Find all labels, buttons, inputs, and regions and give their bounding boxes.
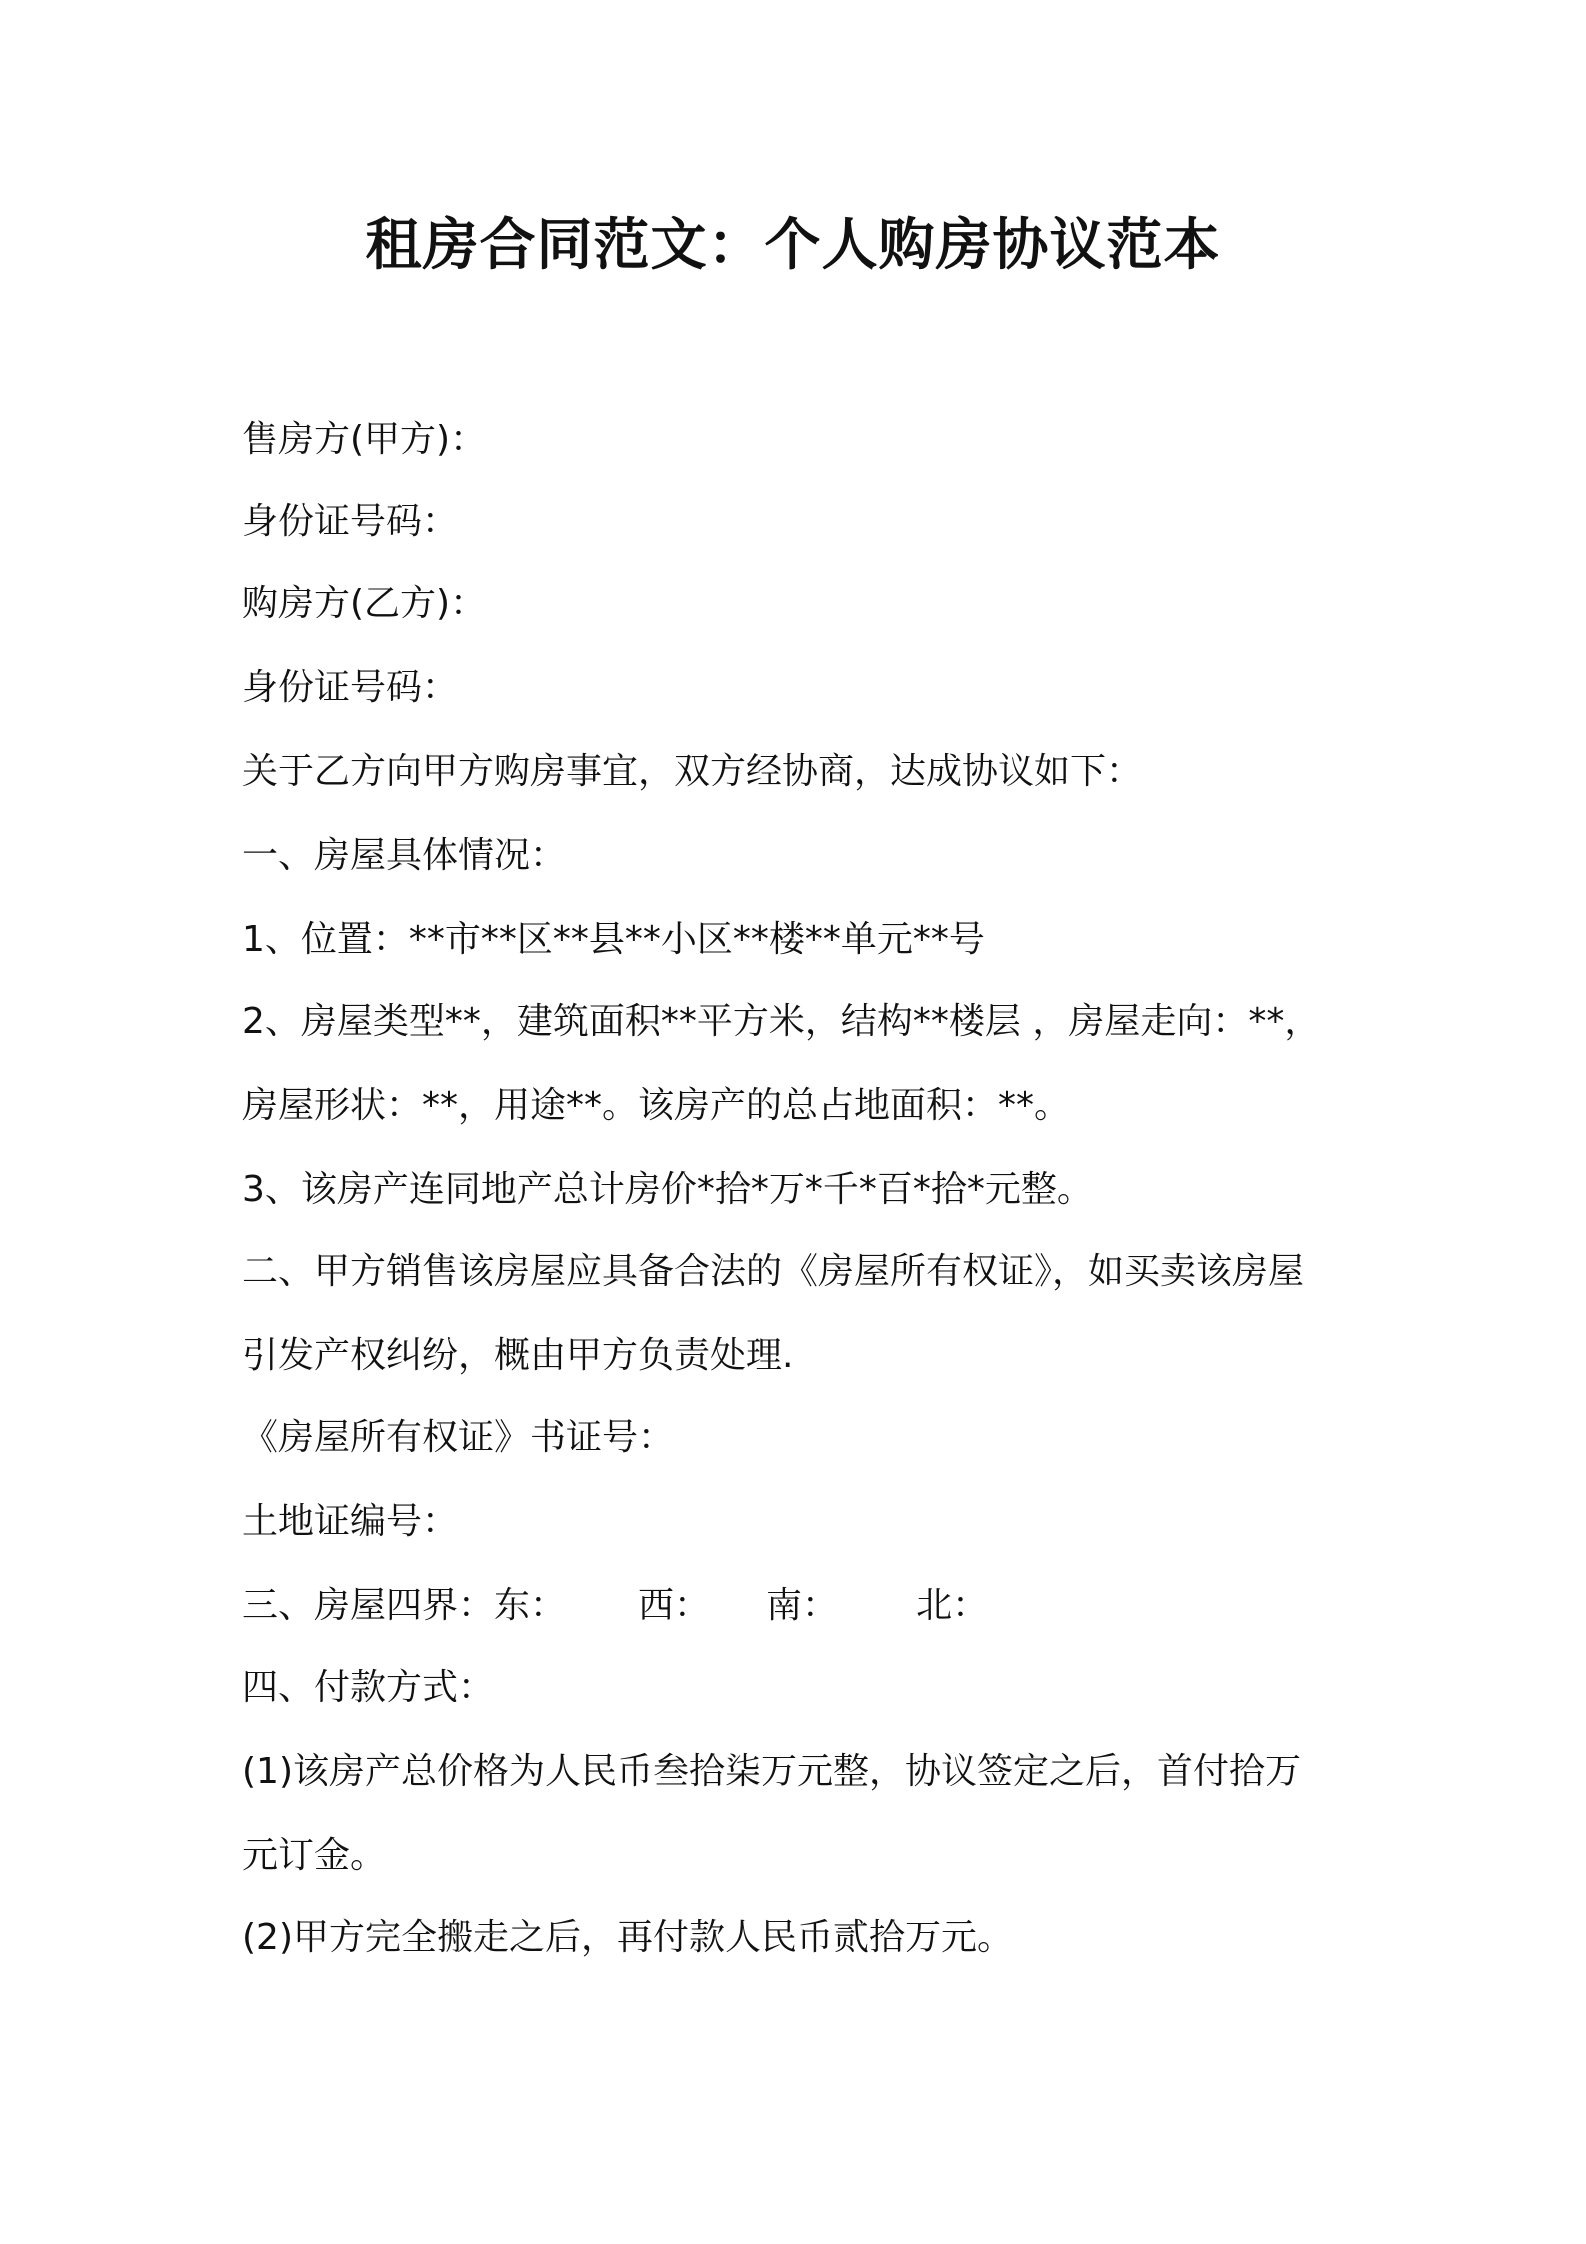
- certificate-number-label: 《房屋所有权证》书证号：: [242, 1417, 675, 1458]
- payment-2: (2)甲方完全搬走之后，再付款人民币贰拾万元。: [242, 1917, 1013, 1958]
- boundary-north: 北：: [916, 1585, 989, 1626]
- payment-1-line-1: (1)该房产总价格为人民币叁拾柒万元整，协议签定之后，首付拾万: [242, 1751, 1301, 1792]
- buyer-id-label: 身份证号码：: [242, 667, 459, 708]
- intro-paragraph: 关于乙方向甲方购房事宜，双方经协商，达成协议如下：: [242, 751, 1143, 792]
- seller-label: 售房方(甲方)：: [242, 419, 487, 460]
- section-2-line-2: 引发产权纠纷，概由甲方负责处理.: [242, 1335, 794, 1376]
- item-price: 3、该房产连同地产总计房价*拾*万*千*百*拾*元整。: [242, 1169, 1093, 1210]
- boundaries-prefix: 三、房屋四界：: [242, 1585, 495, 1626]
- land-certificate-label: 土地证编号：: [242, 1501, 459, 1542]
- boundary-east: 东：: [494, 1585, 567, 1626]
- section-1-heading: 一、房屋具体情况：: [242, 835, 567, 876]
- seller-id-label: 身份证号码：: [242, 501, 459, 542]
- boundary-west: 西：: [638, 1585, 711, 1626]
- section-2-line-1: 二、甲方销售该房屋应具备合法的《房屋所有权证》，如买卖该房屋: [242, 1251, 1305, 1292]
- buyer-label: 购房方(乙方)：: [242, 583, 487, 624]
- boundary-south: 南：: [766, 1585, 839, 1626]
- item-location: 1、位置：**市**区**县**小区**楼**单元**号: [242, 919, 985, 960]
- section-3-boundaries: [242, 1580, 1362, 1632]
- item-type-line-2: 房屋形状：**，用途**。该房产的总占地面积：**。: [242, 1085, 1071, 1126]
- section-4-heading: 四、付款方式：: [242, 1667, 495, 1708]
- page-title: 租房合同范文：个人购房协议范本: [365, 213, 1221, 278]
- item-type-line-1: 2、房屋类型**，建筑面积**平方米，结构**楼层 ，房屋走向：**，: [242, 1001, 1321, 1042]
- payment-1-line-2: 元订金。: [242, 1835, 387, 1876]
